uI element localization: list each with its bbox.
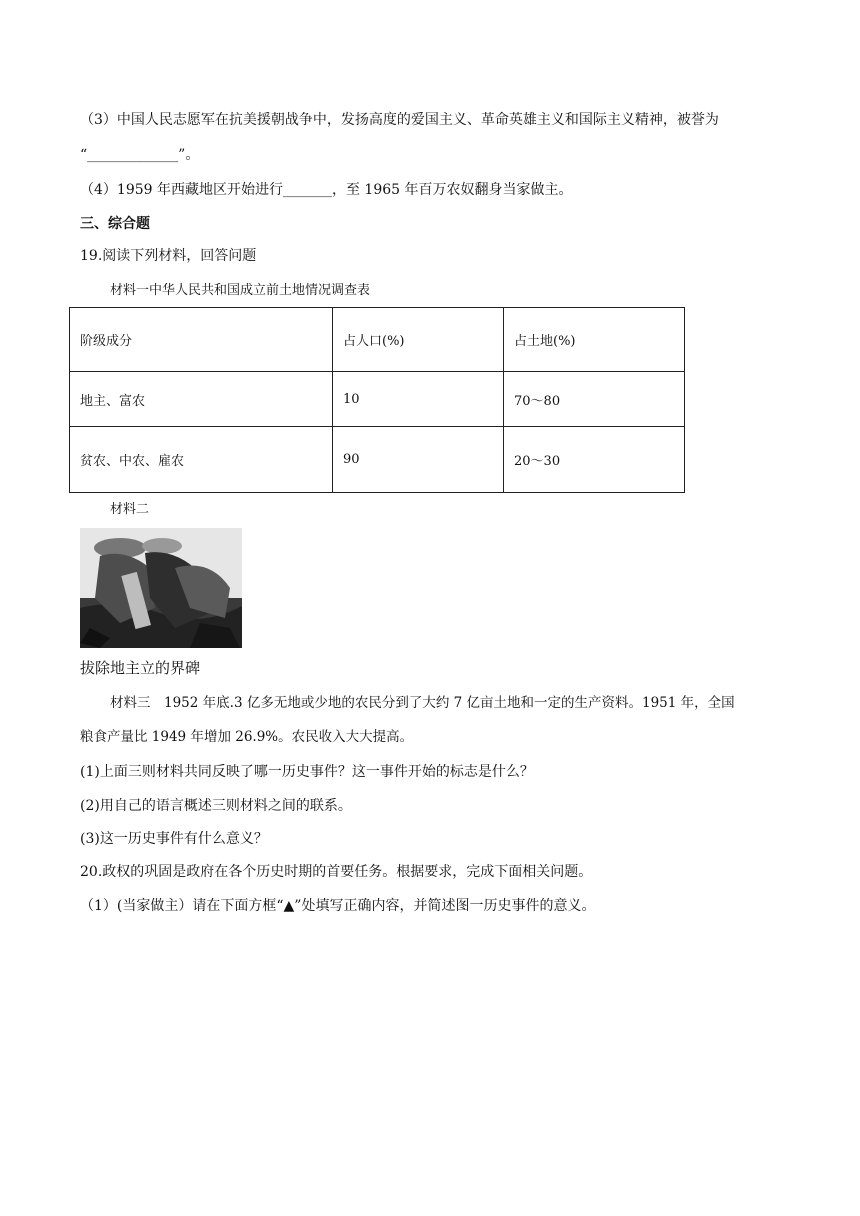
material3-line1: 材料三 1952 年底.3 亿多无地或少地的农民分到了大约 7 亿亩土地和一定的生产资料。1951 年，全国	[110, 695, 735, 711]
material1-title: 材料一中华人民共和国成立前土地情况调查表	[110, 283, 371, 298]
section-title: 三、综合题	[80, 216, 150, 232]
land-survey-table	[69, 307, 685, 493]
q19-stem: 19.阅读下列材料，回答问题	[80, 248, 257, 264]
table-header-row	[70, 308, 685, 372]
q18-3-line2: “_____________”。	[80, 147, 200, 163]
q18-4: （4）1959 年西藏地区开始进行_______，至 1965 年百万农奴翻身当家做主。	[80, 182, 573, 198]
table-cell: 70～80	[504, 372, 685, 427]
header-land: 占土地(%)	[504, 308, 685, 372]
table-cell: 10	[333, 372, 504, 427]
table-cell: 20～30	[504, 427, 685, 493]
photo-caption: 拔除地主立的界碑	[80, 659, 201, 677]
header-class: 阶级成分	[70, 308, 333, 372]
q19-2: (2)用自己的语言概述三则材料之间的联系。	[80, 798, 352, 814]
q20-stem: 20.政权的巩固是政府在各个历史时期的首要任务。根据要求，完成下面相关问题。	[80, 864, 593, 880]
table-cell: 90	[333, 427, 504, 493]
table-cell: 贫农、中农、雇农	[70, 427, 333, 493]
q18-3-line1: （3）中国人民志愿军在抗美援朝战争中，发扬高度的爱国主义、革命英雄主义和国际主义精神，被誉为	[80, 112, 719, 128]
table-cell: 地主、富农	[70, 372, 333, 427]
header-population: 占人口(%)	[333, 308, 504, 372]
table-row	[70, 372, 685, 427]
material2-label: 材料二	[110, 502, 150, 517]
table-row	[70, 427, 685, 493]
q19-3: (3)这一历史事件有什么意义？	[80, 831, 268, 847]
boundary-stone-photo	[80, 528, 242, 648]
material3-line2: 粮食产量比 1949 年增加 26.9%。农民收入大大提高。	[80, 729, 414, 745]
q20-1: （1）(当家做主）请在下面方框“▲”处填写正确内容，并简述图一历史事件的意义。	[80, 898, 596, 914]
q19-1: (1)上面三则材料共同反映了哪一历史事件？这一事件开始的标志是什么？	[80, 764, 534, 780]
